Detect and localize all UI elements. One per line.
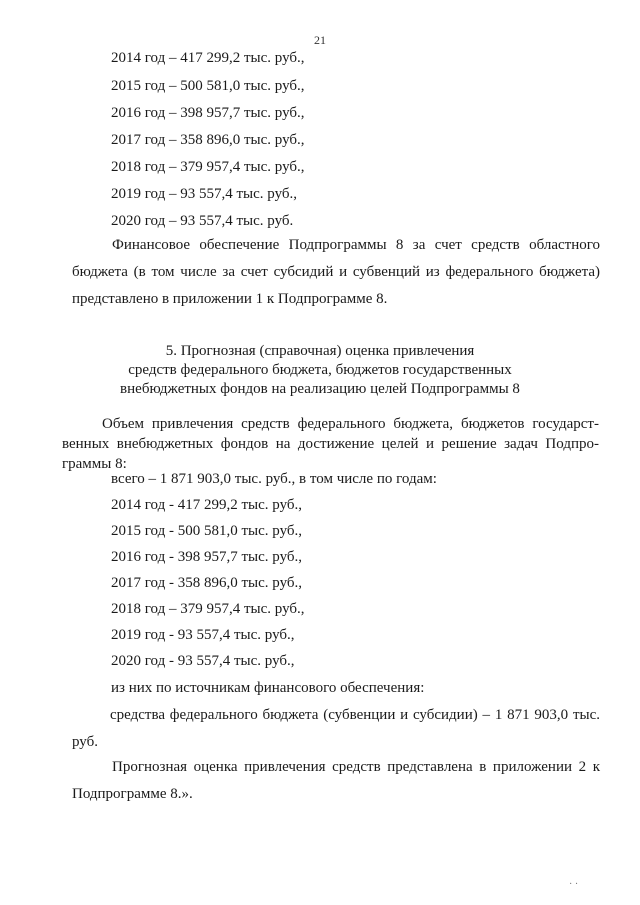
- list-item: 2020 год - 93 557,4 тыс. руб.,: [111, 653, 295, 669]
- sources-intro: из них по источникам финансового обеспечения:: [111, 680, 425, 696]
- volume-paragraph: Объем привлечения средств федерального бюджета, бюджетов государст-венных внебюджетных фондов на достижение целей и решение задач Подпро-граммы 8:: [62, 416, 599, 472]
- list-item: 2019 год – 93 557,4 тыс. руб.,: [111, 186, 298, 202]
- list-item: 2018 год – 379 957,4 тыс. руб.,: [111, 601, 305, 617]
- section-heading-line: 5. Прогнозная (справочная) оценка привлечения: [165, 343, 475, 359]
- financing-paragraph: Финансовое обеспечение Подпрограммы 8 за счет средств областного бюджета (в том числе за счет субсидий и субвенций из федерального бюджета) представлено в приложении 1 к Подпрограмме 8.: [72, 237, 600, 307]
- list-item: 2015 год - 500 581,0 тыс. руб.,: [111, 523, 303, 539]
- section-heading-line: средств федерального бюджета, бюджетов государственных: [128, 362, 512, 378]
- list-item: 2017 год - 358 896,0 тыс. руб.,: [111, 575, 303, 591]
- federal-funds-paragraph: средства федерального бюджета (субвенции и субсидии) – 1 871 903,0 тыс. руб.: [72, 707, 600, 750]
- list-item: 2014 год - 417 299,2 тыс. руб.,: [111, 497, 303, 513]
- section-heading: [90, 342, 550, 399]
- page-number: 21: [314, 33, 326, 47]
- list-item: 2014 год – 417 299,2 тыс. руб.,: [111, 50, 305, 66]
- list-item: 2020 год – 93 557,4 тыс. руб.: [111, 213, 294, 229]
- closing-paragraph: Прогнозная оценка привлечения средств представлена в приложении 2 к Подпрограмме 8.».: [72, 759, 600, 802]
- total-line: всего – 1 871 903,0 тыс. руб., в том числе по годам:: [111, 471, 437, 487]
- list-item: 2015 год – 500 581,0 тыс. руб.,: [111, 78, 305, 94]
- list-item: 2017 год – 358 896,0 тыс. руб.,: [111, 132, 305, 148]
- list-item: 2016 год – 398 957,7 тыс. руб.,: [111, 105, 305, 121]
- section-heading-line: внебюджетных фондов на реализацию целей Подпрограммы 8: [120, 381, 520, 397]
- list-item: 2019 год - 93 557,4 тыс. руб.,: [111, 627, 295, 643]
- list-item: 2016 год - 398 957,7 тыс. руб.,: [111, 549, 303, 565]
- corner-mark: · ·: [569, 879, 579, 890]
- list-item: 2018 год – 379 957,4 тыс. руб.,: [111, 159, 305, 175]
